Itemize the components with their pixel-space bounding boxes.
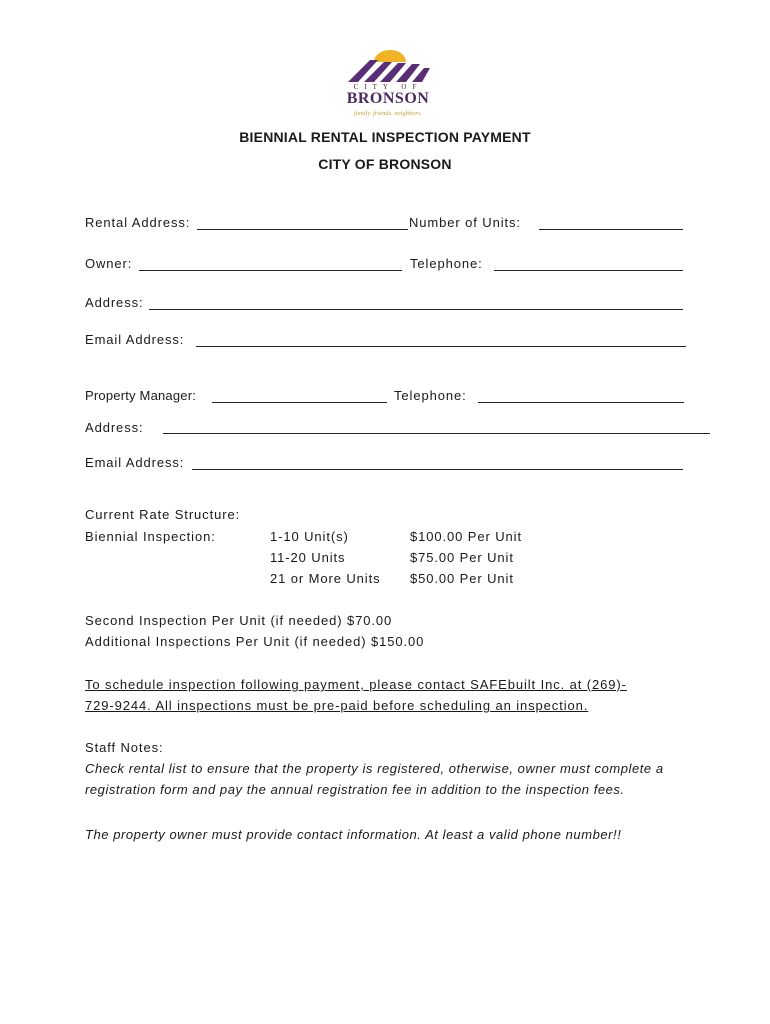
owner-label: Owner: xyxy=(85,256,133,271)
staff-notes-line-1: Check rental list to ensure that the property is registered, otherwise, owner must complete a xyxy=(85,761,664,776)
owner-address-field[interactable] xyxy=(149,309,683,310)
rental-address-label: Rental Address: xyxy=(85,215,191,230)
manager-email-field[interactable] xyxy=(192,469,683,470)
number-of-units-label: Number of Units: xyxy=(409,215,521,230)
rate-units: 1-10 Unit(s) xyxy=(270,529,349,544)
rate-price: $50.00 Per Unit xyxy=(410,571,514,586)
owner-telephone-label: Telephone: xyxy=(410,256,483,271)
logo-tagline: family. friends. neighbors. xyxy=(353,110,423,117)
logo-name: BRONSON xyxy=(346,90,430,107)
rate-price: $100.00 Per Unit xyxy=(410,529,522,544)
owner-address-label: Address: xyxy=(85,295,144,310)
rate-units: 11-20 Units xyxy=(270,550,346,565)
rate-units: 21 or More Units xyxy=(270,571,381,586)
rate-structure-heading: Current Rate Structure: xyxy=(85,507,241,522)
form-subtitle: CITY OF BRONSON xyxy=(318,156,452,172)
manager-telephone-field[interactable] xyxy=(478,402,684,403)
manager-telephone-label: Telephone: xyxy=(394,388,467,403)
city-logo xyxy=(340,50,436,122)
manager-address-field[interactable] xyxy=(163,433,710,434)
schedule-notice-line-2: 729-9244. All inspections must be pre-paid before scheduling an inspection. xyxy=(85,698,589,713)
manager-email-label: Email Address: xyxy=(85,455,185,470)
form-title: BIENNIAL RENTAL INSPECTION PAYMENT xyxy=(239,129,531,145)
staff-notes-line-2: registration form and pay the annual registration fee in addition to the inspection fees. xyxy=(85,782,625,797)
manager-address-label: Address: xyxy=(85,420,144,435)
biennial-inspection-label: Biennial Inspection: xyxy=(85,529,216,544)
rental-address-field[interactable] xyxy=(197,229,408,230)
number-of-units-field[interactable] xyxy=(539,229,683,230)
staff-notes-line-3: The property owner must provide contact information. At least a valid phone number!! xyxy=(85,827,622,842)
owner-email-label: Email Address: xyxy=(85,332,185,347)
owner-field[interactable] xyxy=(139,270,402,271)
sunrise-fields-icon xyxy=(344,50,432,84)
additional-inspections-fee: Additional Inspections Per Unit (if needed) $150.00 xyxy=(85,634,425,649)
schedule-notice-line-1: To schedule inspection following payment, please contact SAFEbuilt Inc. at (269)- xyxy=(85,677,627,692)
logo-city-of: CITY OF xyxy=(353,83,423,91)
owner-telephone-field[interactable] xyxy=(494,270,683,271)
staff-notes-heading: Staff Notes: xyxy=(85,740,164,755)
owner-email-field[interactable] xyxy=(196,346,686,347)
property-manager-label: Property Manager: xyxy=(85,388,197,403)
property-manager-field[interactable] xyxy=(212,402,387,403)
rate-price: $75.00 Per Unit xyxy=(410,550,514,565)
second-inspection-fee: Second Inspection Per Unit (if needed) $70.00 xyxy=(85,613,393,628)
